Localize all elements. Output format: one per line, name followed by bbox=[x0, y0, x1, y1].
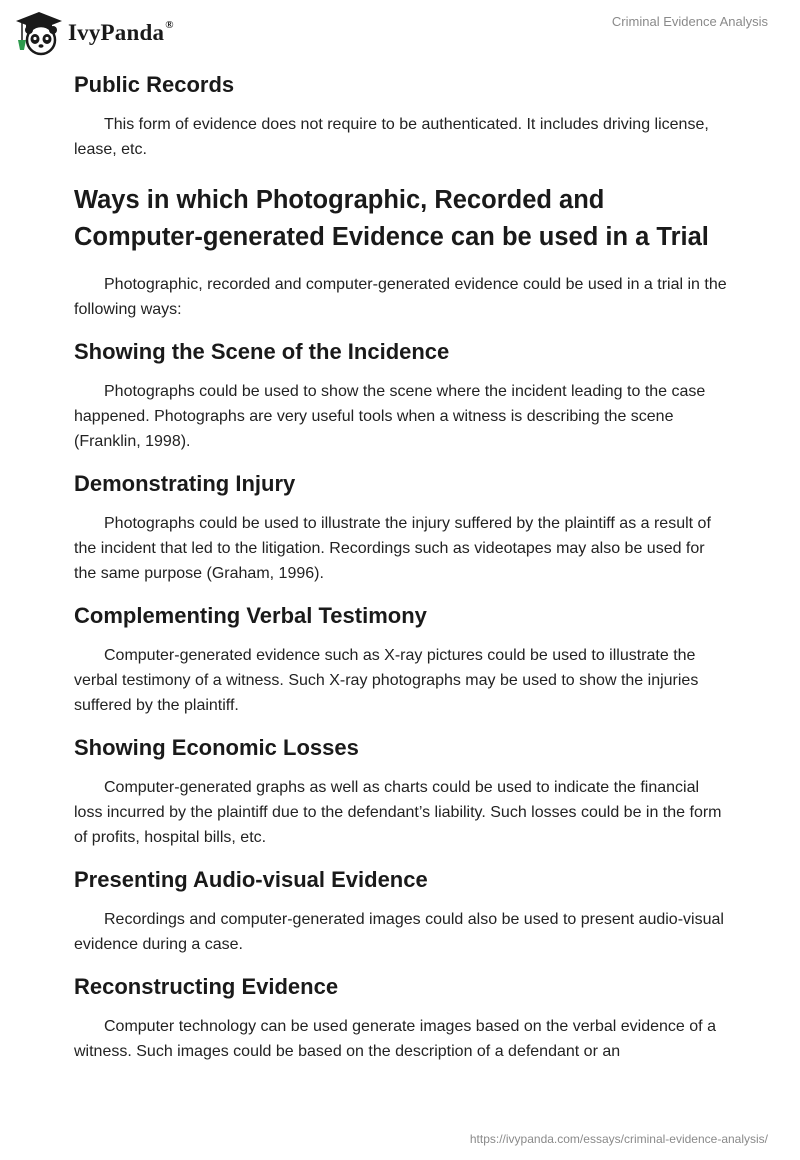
section-heading: Showing the Scene of the Incidence bbox=[74, 339, 450, 364]
section-heading: Reconstructing Evidence bbox=[74, 974, 339, 999]
section-heading: Public Records bbox=[74, 72, 235, 97]
section-paragraph: Photographic, recorded and computer-generated evidence could be used in a trial in the following ways: bbox=[74, 276, 727, 318]
panda-graduate-icon bbox=[14, 10, 64, 56]
page-header bbox=[0, 0, 800, 66]
section-heading: Presenting Audio-visual Evidence bbox=[74, 867, 428, 892]
section-paragraph: Computer-generated evidence such as X-ray pictures could be used to illustrate the verbal testimony of a witness. Such X-ray photographs may be used to show the injuries suffered by the plaintiff. bbox=[74, 647, 699, 714]
running-title: Criminal Evidence Analysis bbox=[611, 14, 768, 29]
section-heading-main: Ways in which Photographic, Recorded and Computer-generated Evidence can be used in a Trial bbox=[74, 186, 709, 251]
article-body bbox=[74, 70, 729, 1064]
section-heading: Showing Economic Losses bbox=[74, 735, 359, 760]
brand-logo[interactable] bbox=[14, 10, 174, 56]
brand-name: IvyPanda® bbox=[68, 19, 174, 45]
section-paragraph: This form of evidence does not require to be authenticated. It includes driving license, lease, etc. bbox=[74, 116, 709, 158]
section-paragraph: Recordings and computer-generated images could also be used to present audio-visual evidence during a case. bbox=[74, 911, 724, 953]
section-heading: Complementing Verbal Testimony bbox=[74, 603, 427, 628]
section-paragraph: Computer-generated graphs as well as charts could be used to indicate the financial loss incurred by the plaintiff due to the defendant’s liability. Such losses could be in the form of profits, hospital bills, etc. bbox=[74, 779, 722, 846]
source-url[interactable]: https://ivypanda.com/essays/criminal-evidence-analysis/ bbox=[469, 1132, 768, 1146]
section-heading: Demonstrating Injury bbox=[74, 471, 296, 496]
section-paragraph: Computer technology can be used generate images based on the verbal evidence of a witness. Such images could be based on the description of a defendant or an bbox=[74, 1018, 716, 1060]
section-paragraph: Photographs could be used to show the scene where the incident leading to the case happened. Photographs are very useful tools when a witness is describing the scene (Franklin, 1998). bbox=[74, 383, 706, 450]
section-paragraph: Photographs could be used to illustrate the injury suffered by the plaintiff as a result of the incident that led to the litigation. Recordings such as videotapes may also be used for the same purpose (Graham, 1996). bbox=[74, 515, 711, 582]
